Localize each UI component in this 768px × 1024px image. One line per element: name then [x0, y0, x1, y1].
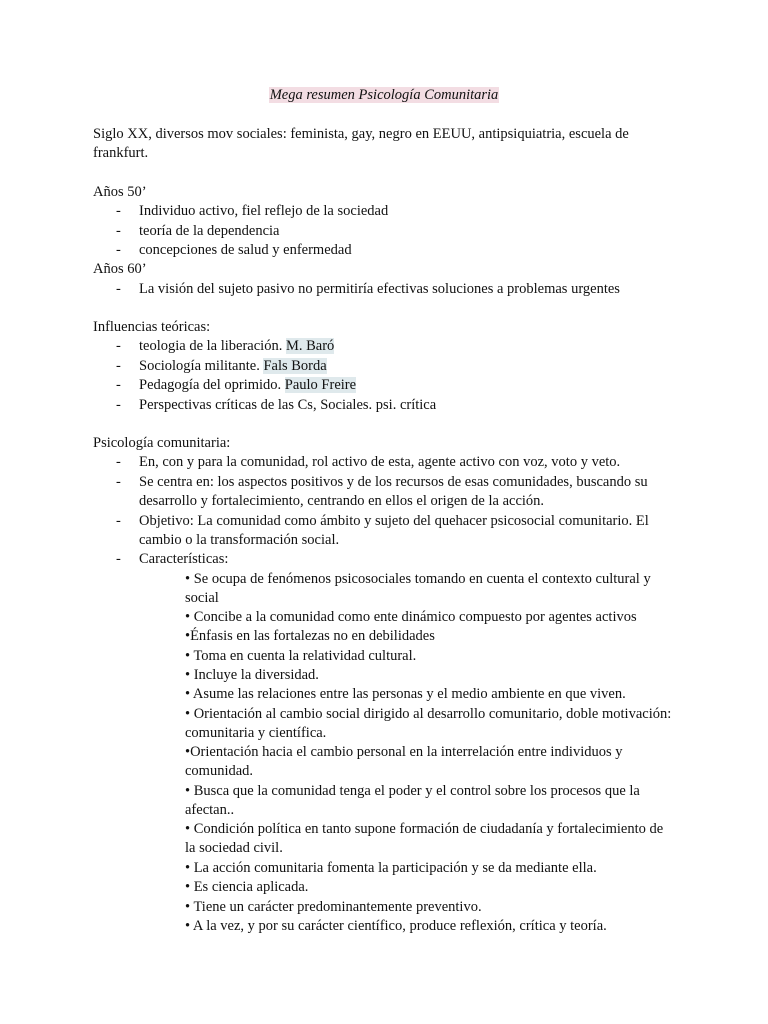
bullet-dash: -: [116, 358, 121, 374]
list-item: Objetivo: La comunidad como ámbito y sujeto del quehacer psicosocial comunitario. El cambio o la transformación social.: [139, 513, 649, 549]
list-item: La visión del sujeto pasivo no permitiría efectivas soluciones a problemas urgentes: [139, 281, 620, 297]
list-item: teoría de la dependencia: [139, 223, 280, 239]
section-heading-influencias: Influencias teóricas:: [93, 319, 211, 335]
characteristic-item: • Asume las relaciones entre las personas y el medio ambiente en que viven.: [185, 686, 626, 702]
bullet-dash: -: [116, 377, 121, 393]
list-item: teologia de la liberación. M. Baró: [139, 338, 335, 354]
characteristic-item: • La acción comunitaria fomenta la participación y se da mediante ella.: [185, 860, 597, 876]
bullet-dash: -: [116, 474, 121, 490]
list-item: Individuo activo, fiel reflejo de la sociedad: [139, 203, 389, 219]
highlighted-author: Fals Borda: [263, 358, 327, 374]
bullet-dash: -: [116, 454, 121, 470]
characteristic-item: • Tiene un carácter predominantemente preventivo.: [185, 899, 482, 915]
list-item: En, con y para la comunidad, rol activo de esta, agente activo con voz, voto y veto.: [139, 454, 621, 470]
section-heading-anos-50: Años 50’: [93, 184, 147, 200]
intro-paragraph: Siglo XX, diversos mov sociales: feminista, gay, negro en EEUU, antipsiquiatria, escuela de frankfurt.: [93, 126, 629, 162]
list-item: Se centra en: los aspectos positivos y de los recursos de esas comunidades, buscando su desarrollo y fortalecimiento, centrando en ellos el origen de la acción.: [139, 474, 648, 510]
characteristic-item: • Condición política en tanto supone formación de ciudadanía y fortalecimiento de la sociedad civil.: [185, 821, 664, 857]
characteristic-item: •Orientación hacia el cambio personal en la interrelación entre individuos y comunidad.: [185, 744, 623, 780]
bullet-dash: -: [116, 223, 121, 239]
characteristic-item: • Busca que la comunidad tenga el poder y el control sobre los procesos que la afectan..: [185, 783, 640, 819]
bullet-dash: -: [116, 397, 121, 413]
list-item: Pedagogía del oprimido. Paulo Freire: [139, 377, 357, 393]
characteristic-item: • Orientación al cambio social dirigido al desarrollo comunitario, doble motivación: comunitaria y científica.: [185, 706, 672, 742]
section-heading-anos-60: Años 60’: [93, 261, 147, 277]
characteristic-item: • Se ocupa de fenómenos psicosociales tomando en cuenta el contexto cultural y social: [185, 571, 651, 607]
characteristic-item: • Incluye la diversidad.: [185, 667, 319, 683]
list-item: concepciones de salud y enfermedad: [139, 242, 352, 258]
bullet-dash: -: [116, 203, 121, 219]
highlighted-author: Paulo Freire: [284, 377, 357, 393]
list-item: Sociología militante. Fals Borda: [139, 358, 327, 374]
characteristic-item: • Toma en cuenta la relatividad cultural.: [185, 648, 417, 664]
document-title: Mega resumen Psicología Comunitaria: [269, 87, 499, 103]
bullet-dash: -: [116, 513, 121, 529]
characteristic-item: •Énfasis en las fortalezas no en debilidades: [185, 628, 435, 644]
list-item: Perspectivas críticas de las Cs, Sociales. psi. crítica: [139, 397, 437, 413]
bullet-dash: -: [116, 551, 121, 567]
section-heading-psicologia: Psicología comunitaria:: [93, 435, 231, 451]
bullet-dash: -: [116, 281, 121, 297]
characteristic-item: • A la vez, y por su carácter científico, produce reflexión, crítica y teoría.: [185, 918, 607, 934]
bullet-dash: -: [116, 242, 121, 258]
characteristic-item: • Es ciencia aplicada.: [185, 879, 309, 895]
list-item: Características:: [139, 551, 229, 567]
highlighted-author: M. Baró: [285, 338, 335, 354]
bullet-dash: -: [116, 338, 121, 354]
characteristic-item: • Concibe a la comunidad como ente dinámico compuesto por agentes activos: [185, 609, 637, 625]
